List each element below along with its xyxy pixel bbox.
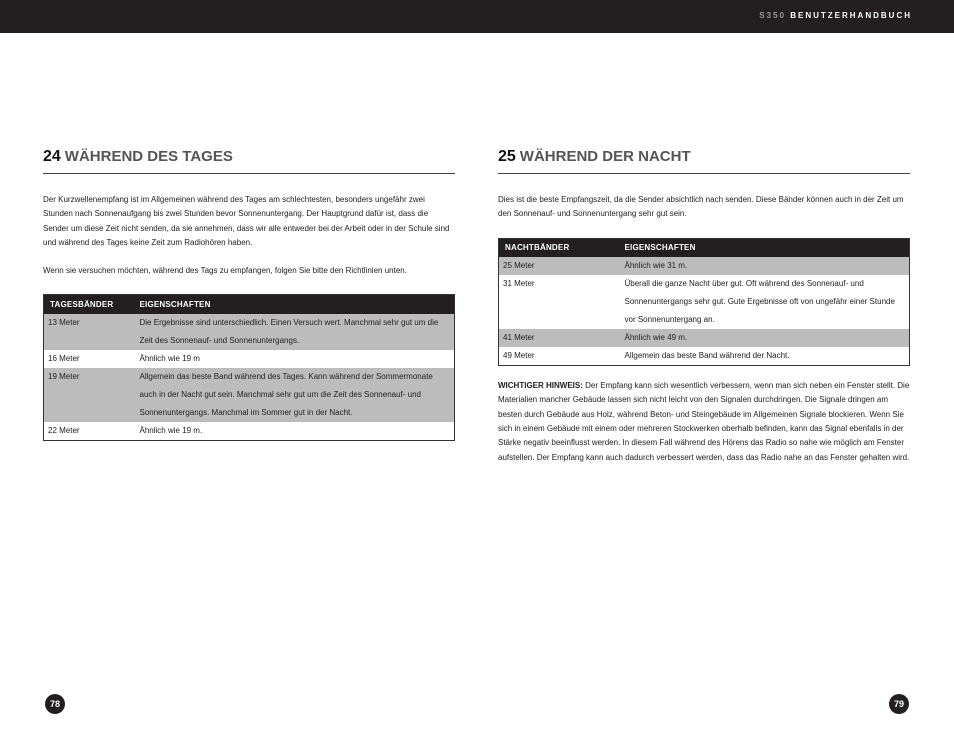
note-text: Der Empfang kann sich wesentlich verbessern, wenn man sich neben ein Fenster stellt. Die Materialien mancher Gebäude lassen sich nicht leicht von den Signalen durchdringen. Die Signale dringen am besten durch Gebäude aus Holz, während Beton- und Steingebäude im Allgemeinen Signale blockieren. Wenn Sie sich in einem Gebäude mit einem oder mehreren Stockwerken oberhalb befinden, kann das Signal ebenfalls in der Stärke negativ beeinflusst werden. In diesem Fall während des Hörens das Radio so nahe wie möglich am Fenster aufstellen. Der Empfang kann auch dadurch verbessert werden, dass das Radio nahe an das Fenster gehalten wird. <box>498 381 910 462</box>
properties-cell: Allgemein das beste Band während des Tages. Kann während der Sommermonate auch in der Nacht gut sein. Manchmal sehr gut um die Zeit des Sonnenauf- und Sonnenuntergangs. Manchmal im Sommer gut in der Nacht. <box>140 368 455 422</box>
properties-cell: Ähnlich wie 19 m <box>139 353 200 363</box>
guideline-paragraph: Wenn sie versuchen möchten, während des Tags zu empfangen, folgen Sie bitte den Richtlinien unten. <box>43 266 407 276</box>
band-cell: 22 Meter <box>48 425 80 435</box>
table-row <box>44 368 455 422</box>
table-row <box>499 347 910 366</box>
band-cell: 31 Meter <box>503 279 535 289</box>
section-title: WÄHREND DER NACHT <box>519 148 691 165</box>
band-cell: 41 Meter <box>499 329 625 347</box>
note-label: WICHTIGER HINWEIS: <box>498 381 583 391</box>
properties-cell: Die Ergebnisse sind unterschiedlich. Einen Versuch wert. Manchmal sehr gut um die Zeit des Sonnenauf- und Sonnenuntergangs. <box>140 314 455 350</box>
band-cell: 25 Meter <box>499 257 625 275</box>
page-number-left: 78 <box>45 694 65 714</box>
properties-cell: Ähnlich wie 31 m. <box>625 257 910 275</box>
column-header-properties: EIGENSCHAFTEN <box>625 238 910 257</box>
table-header-row <box>44 295 455 314</box>
manual-label: BENUTZERHANDBUCH <box>790 11 912 20</box>
properties-cell: Ähnlich wie 49 m. <box>625 329 910 347</box>
important-note <box>498 379 910 465</box>
band-cell: 16 Meter <box>48 353 80 363</box>
header-bar <box>0 0 954 33</box>
table-header-row <box>499 238 910 257</box>
intro-paragraph: Der Kurzwellenempfang ist im Allgemeinen während des Tages am schlechtesten, besonders ungefähr zwei Stunden nach Sonnenaufgang bis zwei Stunden bevor Sonnenuntergang. Der Hauptgrund dafür ist, dass die Sender um diese Zeit nicht senden, da sie annehmen, dass wir alle entweder bei der Arbeit oder in der Schule sind und während des Tages keine Zeit zum Radiohören haben. <box>43 195 450 247</box>
section-heading <box>43 148 455 174</box>
table-row <box>44 350 455 368</box>
model-name: S350 <box>759 11 786 20</box>
column-header-properties: EIGENSCHAFTEN <box>140 295 455 314</box>
intro-paragraph: Dies ist die beste Empfangszeit, da die Sender absichtlich nach senden. Diese Bänder können auch in der Zeit um den Sonnenauf- und Sonnenuntergang sehr gut sein. <box>498 195 904 219</box>
section-daytime <box>43 148 455 441</box>
properties-cell: Ähnlich wie 19 m. <box>139 425 203 435</box>
table-row <box>499 329 910 347</box>
table-row <box>499 275 910 329</box>
section-number: 24 <box>43 148 61 165</box>
table-row <box>499 257 910 275</box>
column-header-bands: TAGESBÄNDER <box>44 295 140 314</box>
band-cell: 49 Meter <box>503 351 535 361</box>
properties-cell: Überall die ganze Nacht über gut. Oft während des Sonnenauf- und Sonnenuntergangs sehr gut. Gute Ergebnisse oft von ungefähr einer Stunde vor Sonnenuntergang an. <box>624 279 895 325</box>
properties-cell: Allgemein das beste Band während der Nacht. <box>624 351 790 361</box>
daytime-bands-table <box>43 294 455 441</box>
table-row <box>44 314 455 350</box>
table-row <box>44 422 455 441</box>
section-heading <box>498 148 910 174</box>
band-cell: 13 Meter <box>44 314 140 350</box>
manual-title <box>759 11 912 20</box>
section-nighttime <box>498 148 910 465</box>
section-number: 25 <box>498 148 516 165</box>
section-title: WÄHREND DES TAGES <box>64 148 233 165</box>
band-cell: 19 Meter <box>44 368 140 422</box>
page-number-right: 79 <box>889 694 909 714</box>
nighttime-bands-table <box>498 238 910 367</box>
column-header-bands: NACHTBÄNDER <box>499 238 625 257</box>
